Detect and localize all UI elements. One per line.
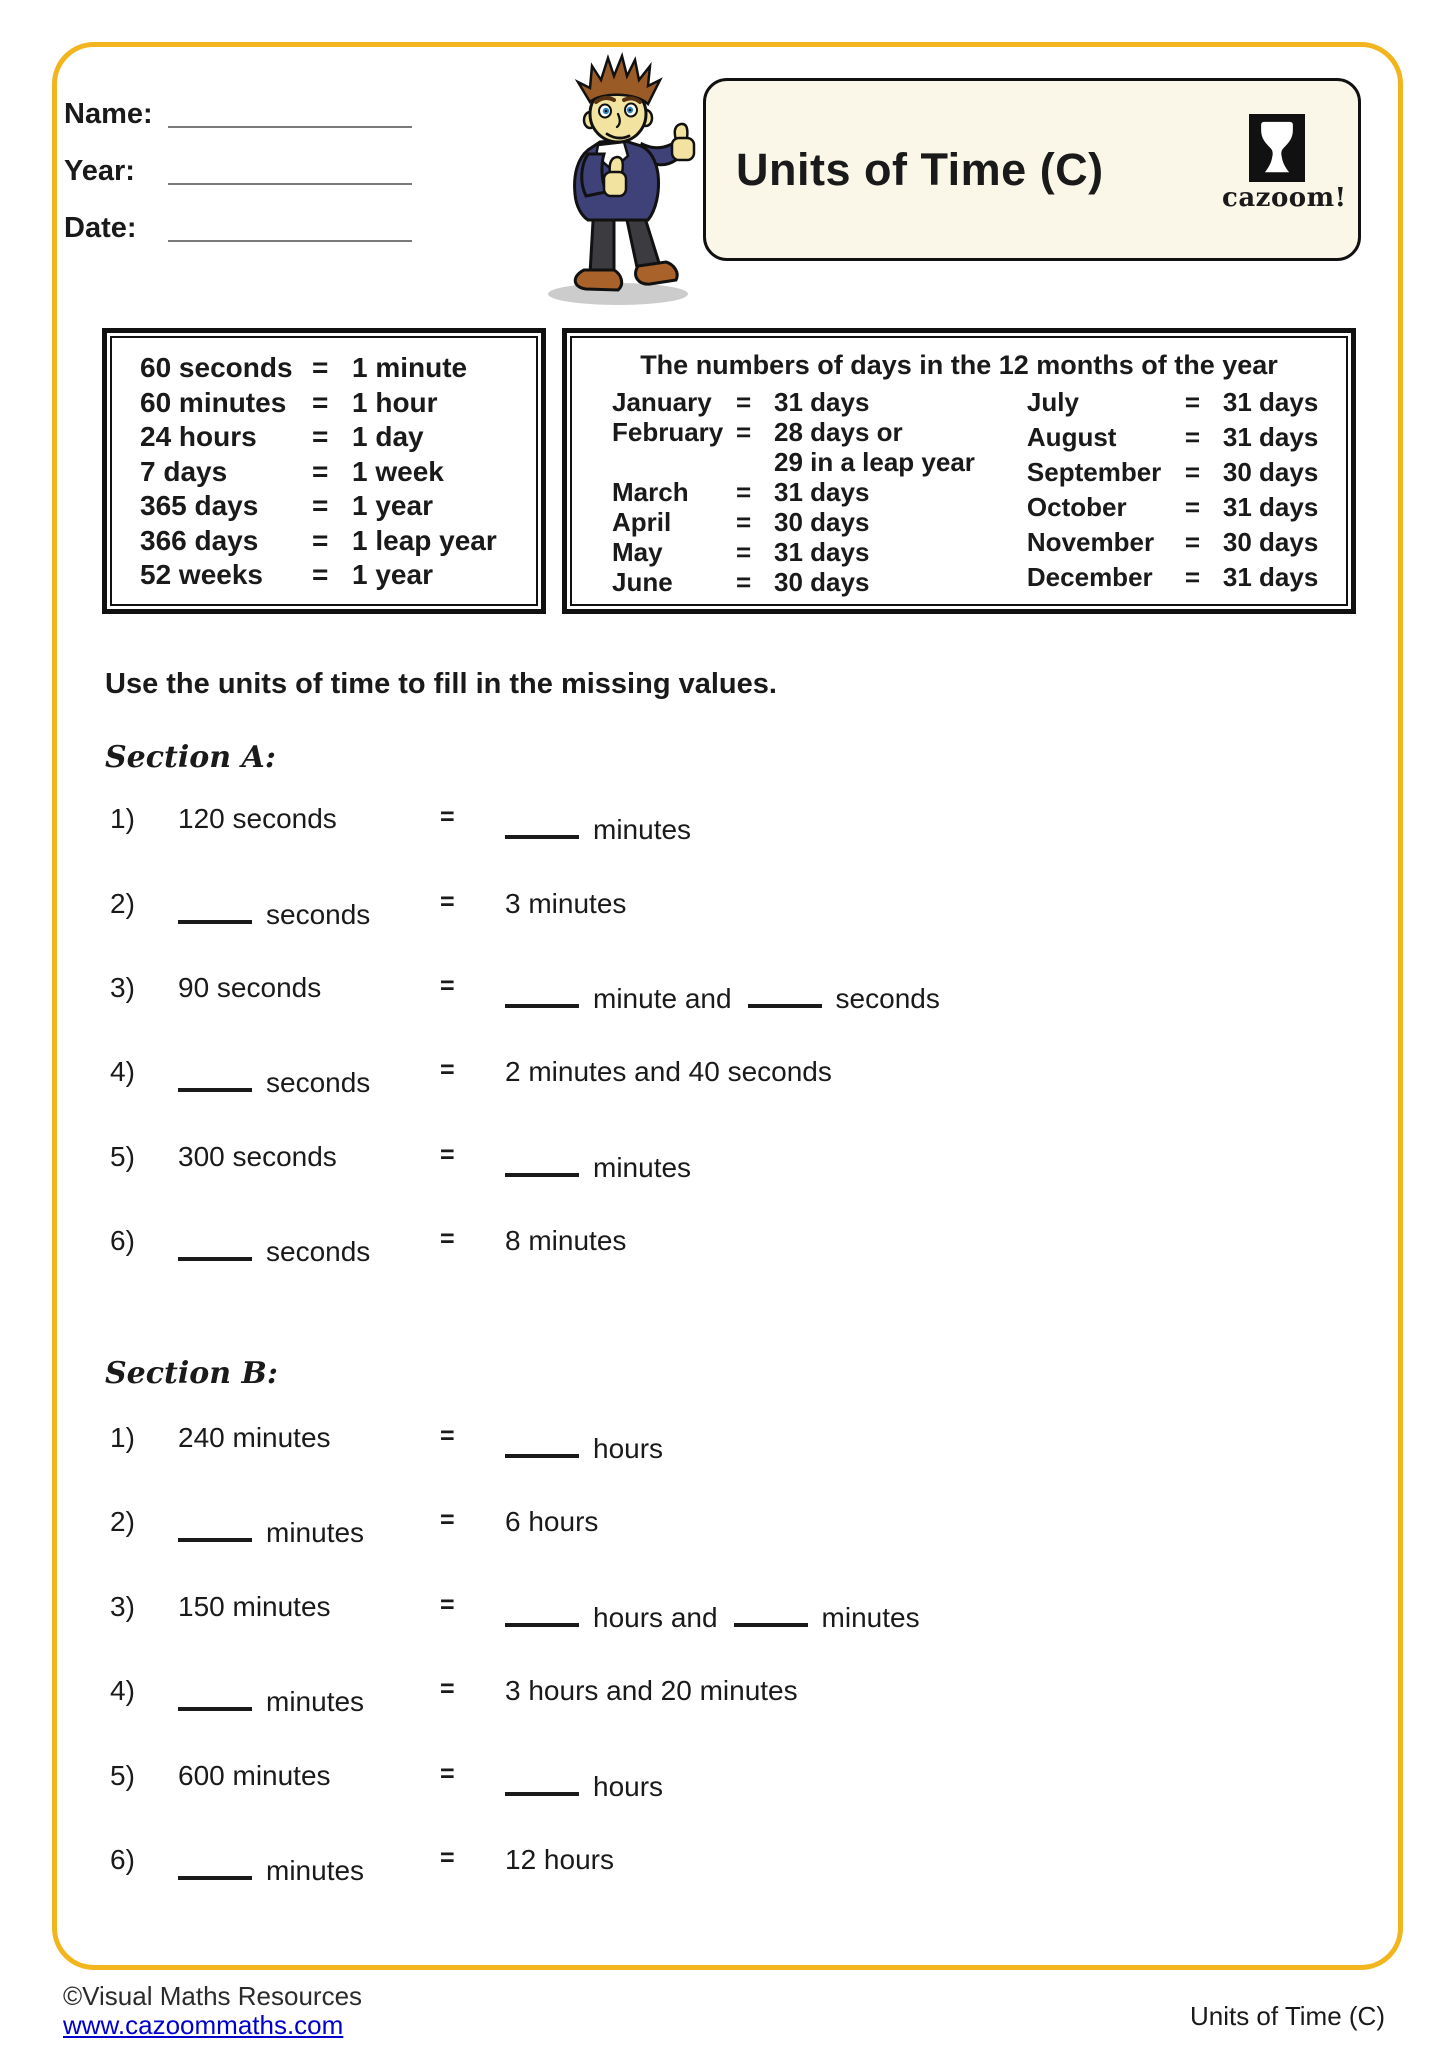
section-a-title: Section A: <box>105 740 276 775</box>
student-character-illustration <box>538 52 706 310</box>
answer-blank[interactable] <box>178 1225 252 1261</box>
cazoom-logo <box>1222 114 1347 213</box>
section-b-title: Section B: <box>105 1356 278 1391</box>
answer-blank[interactable] <box>505 1422 579 1458</box>
answer-blank[interactable] <box>748 972 822 1008</box>
months-days-box <box>570 336 1348 606</box>
answer-blank[interactable] <box>734 1591 808 1627</box>
fact-row: 7 days = 1 week <box>140 455 444 487</box>
date-input-line[interactable] <box>168 240 412 242</box>
answer-blank[interactable] <box>505 1760 579 1796</box>
months-box-title: The numbers of days in the 12 months of the year <box>640 350 1278 380</box>
shoe <box>636 262 678 284</box>
instruction-text: Use the units of time to fill in the missing values. <box>105 668 777 700</box>
fact-row: 60 seconds = 1 minute <box>140 352 468 383</box>
name-input-line[interactable] <box>168 126 412 128</box>
answer-blank[interactable] <box>178 1506 252 1542</box>
footer-doc-title: Units of Time (C) <box>1189 2001 1385 2031</box>
year-label: Year: <box>64 155 135 187</box>
page-title: Units of Time (C) <box>736 143 1104 195</box>
fact-row: 52 weeks = 1 year <box>140 559 433 590</box>
title-box <box>703 78 1361 261</box>
logo-wordmark: cazoom! <box>1222 183 1347 213</box>
fact-row: 60 minutes = 1 hour <box>140 386 438 418</box>
copyright-text: ©Visual Maths Resources <box>63 1981 363 2011</box>
shoe <box>575 270 621 290</box>
answer-blank[interactable] <box>178 1844 252 1880</box>
fact-row: 365 days = 1 year <box>140 490 433 521</box>
answer-blank[interactable] <box>505 1591 579 1627</box>
answer-blank[interactable] <box>178 1675 252 1711</box>
months-column-jan-jun: January = 31 days February = 28 days or 29 in a leap year March = 31 days April = 30 days May = 31 days June = 30 days <box>612 387 975 597</box>
djembe-drum-icon <box>1249 114 1305 182</box>
time-facts-box <box>110 336 538 606</box>
answer-blank[interactable] <box>505 1141 579 1177</box>
date-label: Date: <box>64 212 137 244</box>
answer-blank[interactable] <box>178 888 252 924</box>
answer-blank[interactable] <box>505 803 579 839</box>
cazoommaths-link[interactable]: www.cazoommaths.com <box>63 2010 344 2040</box>
fact-row: 366 days = 1 leap year <box>140 524 497 556</box>
name-label: Name: <box>64 98 153 130</box>
fact-row: 24 hours = 1 day <box>140 421 424 452</box>
thumbs-up-hand <box>672 124 694 160</box>
answer-blank[interactable] <box>178 1056 252 1092</box>
year-input-line[interactable] <box>168 183 412 185</box>
answer-blank[interactable] <box>505 972 579 1008</box>
months-column-jul-dec: July = 31 days August = 31 days September = 30 days October = 31 days November = 30 days December = 31 days <box>1026 387 1319 592</box>
